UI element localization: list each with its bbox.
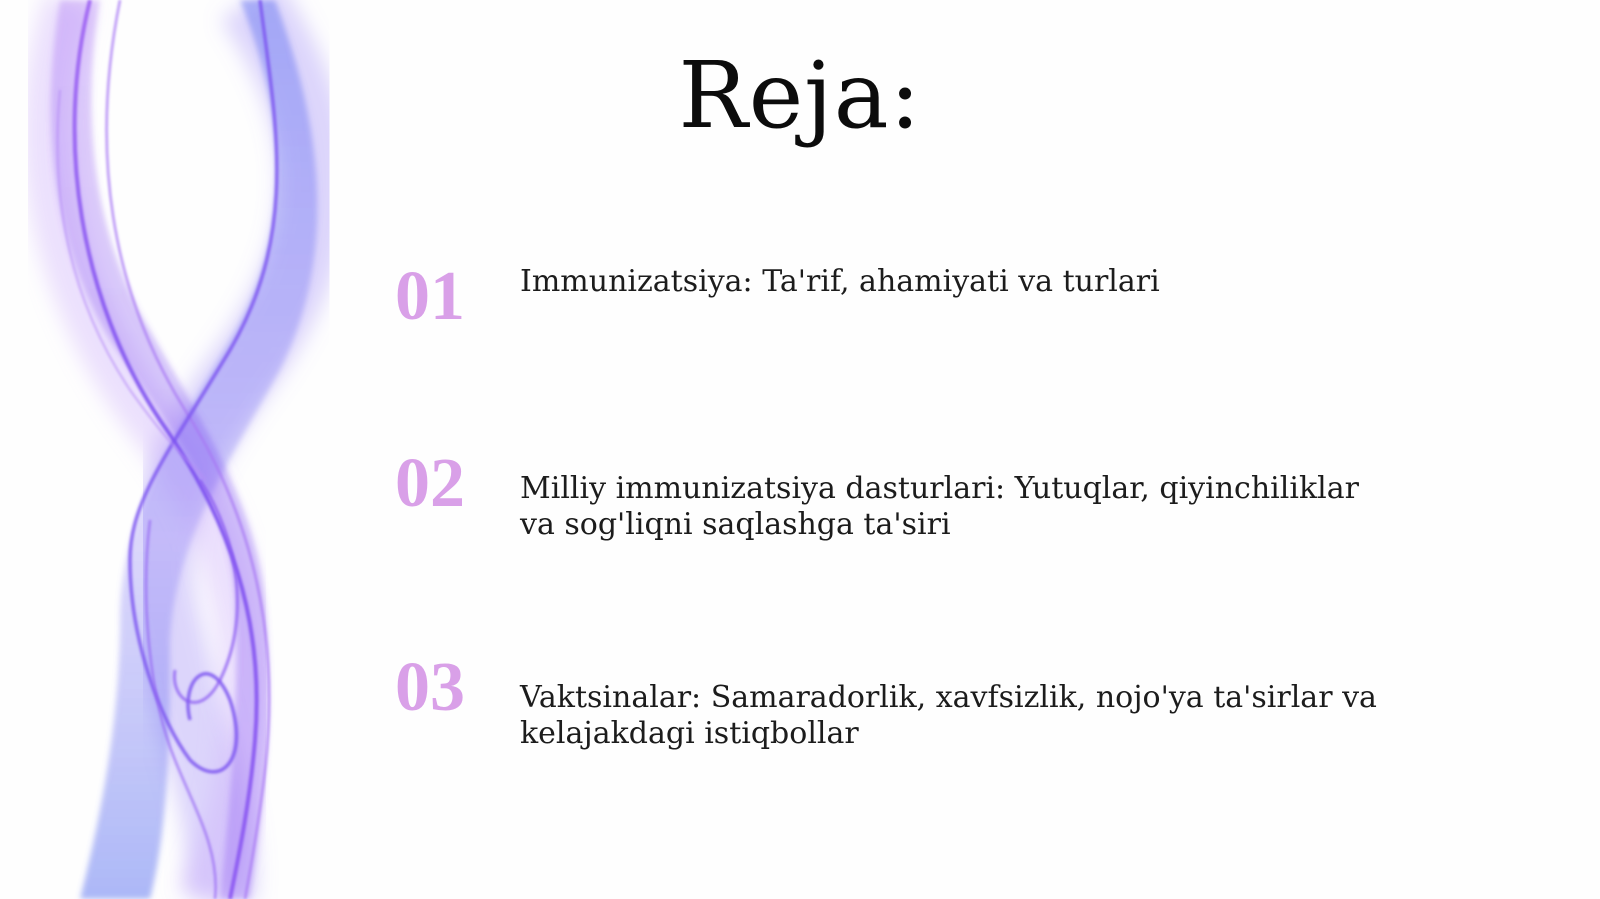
item-text: Immunizatsiya: Ta'rif, ahamiyati va turlari bbox=[520, 264, 1160, 299]
item-text: Milliy immunizatsiya dasturlari: Yutuqlar, qiyinchiliklar va sog'liqni saqlashga ta'siri bbox=[520, 471, 1359, 542]
item-number: 02 bbox=[395, 445, 465, 522]
item-text: Vaktsinalar: Samaradorlik, xavfsizlik, nojo'ya ta'sirlar va kelajakdagi istiqbollar bbox=[520, 680, 1377, 751]
item-number: 03 bbox=[395, 649, 465, 726]
slide-title: Reja: bbox=[678, 42, 922, 149]
item-number: 01 bbox=[395, 258, 465, 335]
